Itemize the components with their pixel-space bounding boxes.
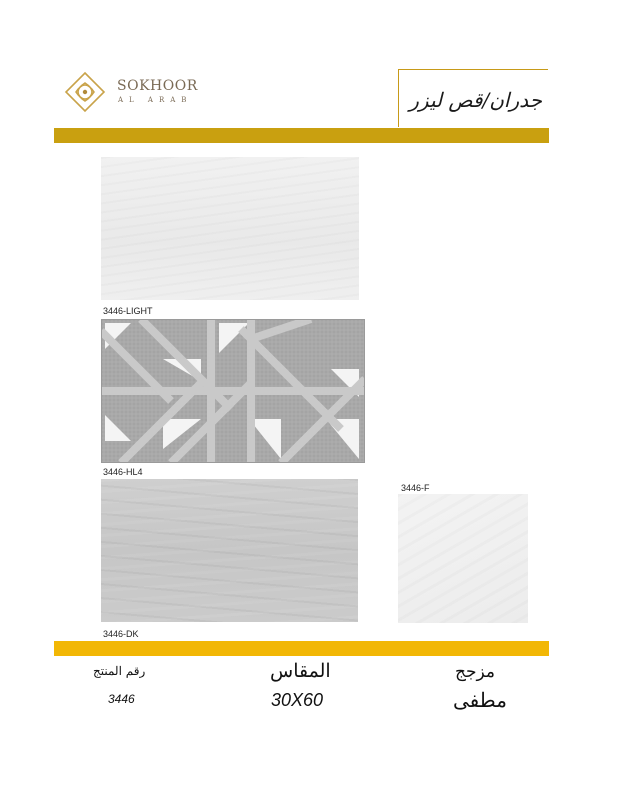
finish-value: مطفى <box>453 688 507 712</box>
size-value: 30X60 <box>271 690 324 710</box>
header-divider-bar <box>54 128 549 143</box>
tile-code-dk: 3446-DK <box>103 629 139 639</box>
brand-logo <box>62 70 202 115</box>
category-title: جدران/قص ليزر <box>409 88 542 112</box>
tile-image-dk <box>101 479 358 622</box>
laser-cut-pattern <box>101 319 365 463</box>
tile-image-light <box>101 157 359 300</box>
tile-code-hl4: 3446-HL4 <box>103 467 143 477</box>
tile-code-light: 3446-LIGHT <box>103 306 153 316</box>
footer-divider-bar <box>54 641 549 656</box>
tile-image-hl4 <box>101 319 365 463</box>
tile-image-f <box>398 494 528 623</box>
product-number-value: 3446 <box>108 692 135 706</box>
diamond-knot-logo-icon <box>62 70 108 114</box>
product-number-label: رقم المنتج <box>93 664 146 678</box>
size-label: المقاس <box>270 660 331 682</box>
finish-label: مزجج <box>455 662 495 682</box>
brand-subtitle: AL ARAB <box>118 96 193 104</box>
brand-name: SOKHOOR <box>117 78 198 94</box>
category-title-box <box>398 69 548 127</box>
tile-code-f: 3446-F <box>401 483 430 493</box>
